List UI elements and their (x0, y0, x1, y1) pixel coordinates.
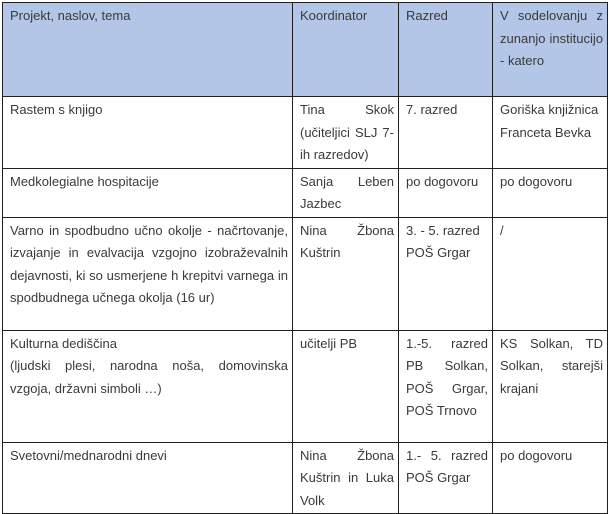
header-coordinator: Koordinator (293, 3, 399, 97)
cell-project: Rastem s knjigo (3, 97, 293, 169)
header-project: Projekt, naslov, tema (3, 3, 293, 97)
cell-grade: 3. - 5. razred POŠ Grgar (399, 217, 493, 330)
cell-grade: po dogovoru (399, 168, 493, 217)
cell-project: Svetovni/mednarodni dnevi (3, 442, 293, 514)
cell-grade: 1.-5. razred PB Solkan, POŠ Grgar, POŠ Trnovo (399, 330, 493, 442)
cell-project-title: Kulturna dediščina (10, 335, 117, 351)
cell-coordinator: Sanja Leben Jazbec (293, 168, 399, 217)
table-row (3, 217, 608, 330)
table-row (3, 330, 608, 442)
header-grade: Razred (399, 3, 493, 97)
cell-grade: 1.- 5. razred POŠ Grgar (399, 442, 493, 514)
table-row (3, 442, 608, 514)
cell-coordinator: učitelji PB (293, 330, 399, 442)
cell-project (3, 330, 293, 442)
cell-coordinator: Nina Žbona Kuštrin (293, 217, 399, 330)
cell-partner: Goriška knjižnica Franceta Bevka (493, 97, 608, 169)
cell-grade: 7. razred (399, 97, 493, 169)
cell-project-detail: (ljudski plesi, narodna noša, domovinska vzgoja, državni simboli …) (10, 358, 288, 396)
table-row (3, 97, 608, 169)
projects-table (2, 2, 608, 514)
header-partner: V sodelovanju z zunanjo institucijo - katero (493, 3, 608, 97)
cell-project: Medkolegialne hospitacije (3, 168, 293, 217)
table-row (3, 168, 608, 217)
cell-partner: po dogovoru (493, 442, 608, 514)
cell-partner: KS Solkan, TD Solkan, starejši krajani (493, 330, 608, 442)
cell-coordinator: Nina Žbona Kuštrin in Luka Volk (293, 442, 399, 514)
cell-partner: / (493, 217, 608, 330)
cell-project: Varno in spodbudno učno okolje - načrtovanje, izvajanje in evalvacija vzgojno izobraževalnih dejavnosti, ki so usmerjene h krepitvi varnega in spodbudnega učnega okolja (16 ur) (3, 217, 293, 330)
table-header-row (3, 3, 608, 97)
cell-partner: po dogovoru (493, 168, 608, 217)
cell-coordinator: Tina Skok (učiteljici SLJ 7-ih razredov) (293, 97, 399, 169)
